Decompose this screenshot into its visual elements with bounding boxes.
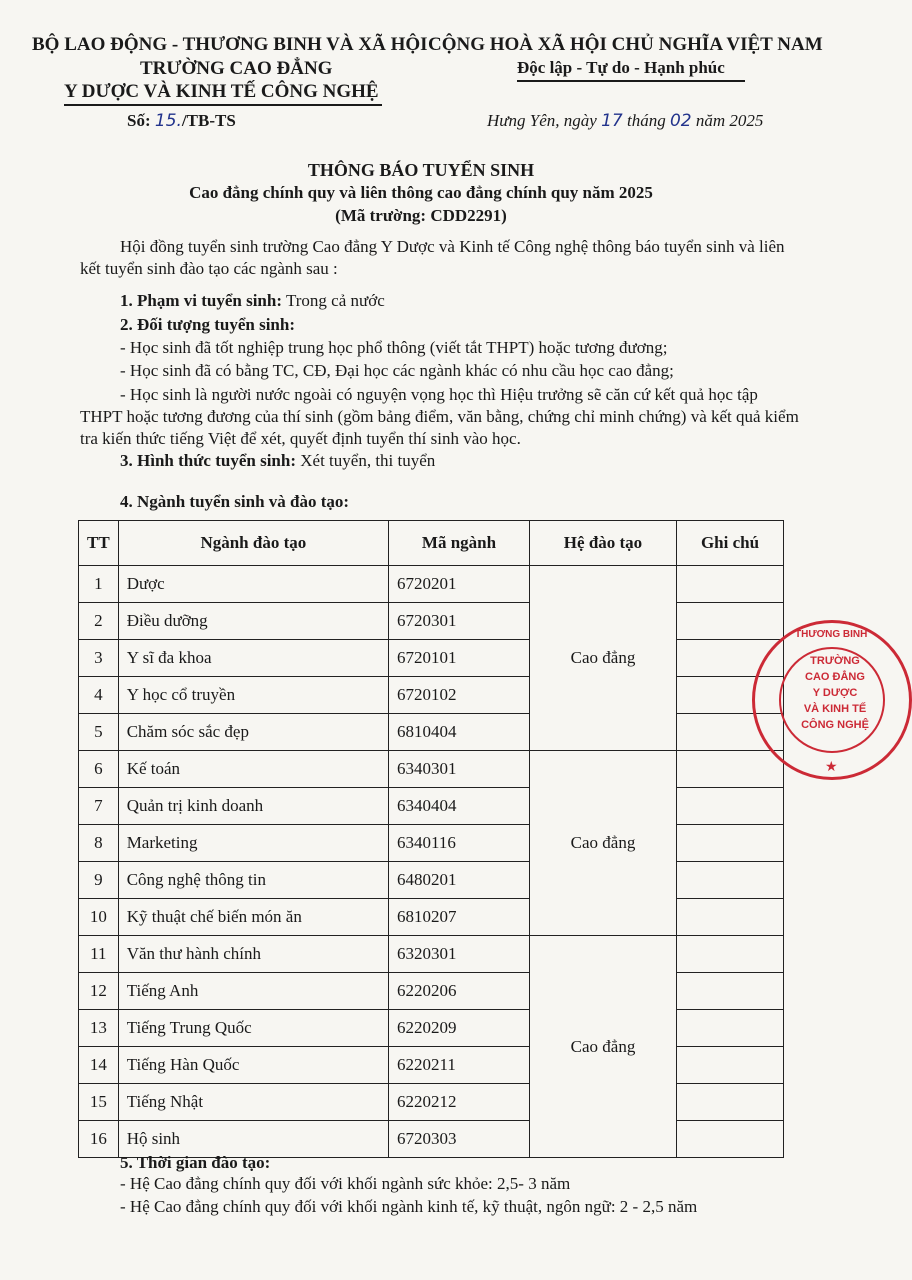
republic-title: CỘNG HOÀ XÃ HỘI CHỦ NGHĨA VIỆT NAM [428,34,823,55]
table-header-row [79,521,784,566]
row-number: 4 [79,677,119,714]
table-row [79,973,784,1010]
col-header-tt: TT [79,521,119,566]
note-cell [677,825,784,862]
motto-underline [517,80,745,82]
table-row [79,603,784,640]
program-name: Văn thư hành chính [118,936,388,973]
program-code: 6340301 [389,751,530,788]
section-3-label: 3. Hình thức tuyển sinh: [120,451,296,470]
note-cell [677,1010,784,1047]
table-row [79,862,784,899]
note-cell [677,1121,784,1158]
row-number: 10 [79,899,119,936]
table-row [79,1010,784,1047]
year-text: năm 2025 [695,111,764,130]
intro-paragraph: Hội đồng tuyển sinh trường Cao đẳng Y Dược và Kinh tế Công nghệ thông báo tuyển sinh và liên kết tuyển sinh đào tạo các ngành sau : [80,237,785,278]
training-level: Cao đẳng [530,936,677,1158]
program-code: 6720101 [389,640,530,677]
school-name-line1: TRƯỜNG CAO ĐẲNG [140,58,333,79]
col-header-code: Mã ngành [389,521,530,566]
ministry-name: BỘ LAO ĐỘNG - THƯƠNG BINH VÀ XÃ HỘI [32,34,428,55]
row-number: 2 [79,603,119,640]
training-level: Cao đẳng [530,566,677,751]
section-2-label: 2. Đối tượng tuyển sinh: [120,315,296,334]
table-row [79,714,784,751]
program-code: 6480201 [389,862,530,899]
program-code: 6810404 [389,714,530,751]
program-code: 6340116 [389,825,530,862]
place-prefix: Hưng Yên, ngày [487,111,597,130]
program-name: Kỹ thuật chế biến món ăn [118,899,388,936]
document-number [127,111,236,131]
program-code: 6340404 [389,788,530,825]
program-code: 6720301 [389,603,530,640]
table-row [79,936,784,973]
row-number: 14 [79,1047,119,1084]
doc-no-prefix: Số: [127,111,151,130]
section-5-label: 5. Thời gian đào tạo: [120,1153,271,1172]
note-cell [677,936,784,973]
row-number: 3 [79,640,119,677]
row-number: 7 [79,788,119,825]
doc-no-handwritten: 15. [154,111,182,131]
program-code: 6220212 [389,1084,530,1121]
table-row [79,640,784,677]
note-cell [677,862,784,899]
program-name: Điều dưỡng [118,603,388,640]
row-number: 12 [79,973,119,1010]
row-number: 13 [79,1010,119,1047]
notice-title: THÔNG BÁO TUYỂN SINH [307,160,535,180]
month-label: tháng [627,111,666,130]
school-seal [752,620,912,780]
col-header-note: Ghi chú [677,521,784,566]
note-cell [677,566,784,603]
section-1 [120,291,385,311]
programs-table [78,520,784,1158]
table-row [79,677,784,714]
program-code: 6220209 [389,1010,530,1047]
program-name: Marketing [118,825,388,862]
program-name: Tiếng Anh [118,973,388,1010]
row-number: 11 [79,936,119,973]
program-name: Tiếng Hàn Quốc [118,1047,388,1084]
program-name: Y học cổ truyền [118,677,388,714]
program-code: 6320301 [389,936,530,973]
eligibility-item: - Học sinh là người nước ngoài có nguyện vọng học thì Hiệu trưởng sẽ căn cứ kết quả học tập THPT hoặc tương đương của thí sinh (gồm bảng điểm, văn bằng, chứng chỉ minh chứng) và kết quả kiểm tra kiến thức tiếng Việt để xét, quyết định tuyển thí sinh vào học. [80,385,799,448]
program-name: Y sĩ đa khoa [118,640,388,677]
row-number: 6 [79,751,119,788]
section-4-label: 4. Ngành tuyển sinh và đào tạo: [120,492,350,511]
program-name: Tiếng Trung Quốc [118,1010,388,1047]
program-code: 6220206 [389,973,530,1010]
program-name: Dược [118,566,388,603]
row-number: 15 [79,1084,119,1121]
table-row [79,566,784,603]
duration-item: - Hệ Cao đẳng chính quy đối với khối ngành sức khỏe: 2,5- 3 năm [120,1174,571,1193]
row-number: 5 [79,714,119,751]
note-cell [677,788,784,825]
program-name: Quản trị kinh doanh [118,788,388,825]
month-handwritten: 02 [669,111,692,131]
table-row [79,1121,784,1158]
program-code: 6810207 [389,899,530,936]
note-cell [677,1084,784,1121]
row-number: 16 [79,1121,119,1158]
table-row [79,1047,784,1084]
program-name: Công nghệ thông tin [118,862,388,899]
doc-no-suffix: /TB-TS [181,111,236,130]
seal-center-text: TRƯỜNG CAO ĐẲNG Y DƯỢC VÀ KINH TẾ CÔNG NGHỆ [801,655,869,731]
section-1-label: 1. Phạm vi tuyển sinh: [120,291,282,310]
table-row [79,825,784,862]
place-date [487,111,763,131]
program-name: Kế toán [118,751,388,788]
note-cell [677,899,784,936]
program-code: 6720303 [389,1121,530,1158]
note-cell [677,603,784,640]
program-name: Tiếng Nhật [118,1084,388,1121]
table-row [79,1084,784,1121]
table-row [79,899,784,936]
section-3-text: Xét tuyển, thi tuyển [300,451,436,470]
row-number: 8 [79,825,119,862]
seal-ring-text: THƯƠNG BINH [795,629,868,640]
col-header-program: Ngành đào tạo [118,521,388,566]
school-code: (Mã trường: CDD2291) [335,206,507,225]
school-name-line2: Y DƯỢC VÀ KINH TẾ CÔNG NGHỆ [64,81,379,102]
program-code: 6220211 [389,1047,530,1084]
notice-subtitle: Cao đẳng chính quy và liên thông cao đẳng chính quy năm 2025 [189,183,653,202]
note-cell [677,1047,784,1084]
program-code: 6720102 [389,677,530,714]
program-name: Chăm sóc sắc đẹp [118,714,388,751]
note-cell [677,973,784,1010]
section-1-text: Trong cả nước [285,291,385,310]
col-header-level: Hệ đào tạo [530,521,677,566]
program-code: 6720201 [389,566,530,603]
star-icon: ★ [825,760,838,775]
table-row [79,751,784,788]
row-number: 1 [79,566,119,603]
row-number: 9 [79,862,119,899]
eligibility-item: - Học sinh đã tốt nghiệp trung học phổ thông (viết tắt THPT) hoặc tương đương; [120,338,668,357]
school-underline [64,104,382,106]
note-cell [677,751,784,788]
program-name: Hộ sinh [118,1121,388,1158]
duration-item: - Hệ Cao đẳng chính quy đối với khối ngành kinh tế, kỹ thuật, ngôn ngữ: 2 - 2,5 năm [120,1197,698,1216]
table-body [79,566,784,1158]
national-motto: Độc lập - Tự do - Hạnh phúc [517,58,725,77]
table-row [79,788,784,825]
day-handwritten: 17 [601,111,623,131]
section-3 [120,451,435,471]
training-level: Cao đẳng [530,751,677,936]
eligibility-item: - Học sinh đã có bằng TC, CĐ, Đại học các ngành khác có nhu cầu học cao đẳng; [120,361,674,380]
